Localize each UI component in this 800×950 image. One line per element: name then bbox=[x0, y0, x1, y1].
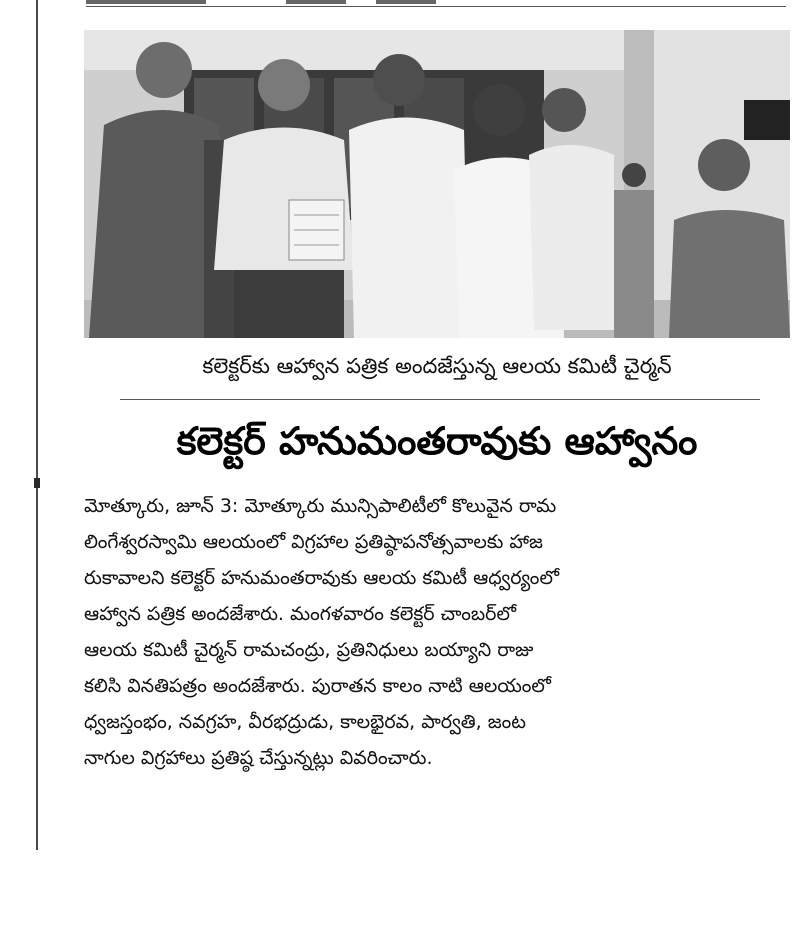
article-line: నాగుల విగ్రహాలు ప్రతిష్ఠ చేస్తున్నట్లు వివరించారు. bbox=[84, 747, 433, 769]
article-line: మోత్కూరు, జూన్ 3: మోత్కూరు మున్సిపాలిటీలో కొలువైన రామ bbox=[84, 495, 557, 517]
news-photo-icon bbox=[84, 30, 790, 338]
article-line: కలిసి వినతిపత్రం అందజేశారు. పురాతన కాలం నాటి ఆలయంలో bbox=[84, 675, 551, 697]
caption-divider bbox=[120, 399, 760, 400]
article-body bbox=[84, 488, 790, 776]
previous-article-edge bbox=[86, 0, 786, 7]
news-photo bbox=[84, 30, 790, 338]
article-line: ఆలయ కమిటీ చైర్మన్ రామచంద్రు, ప్రతినిధులు బయ్యాని రాజు bbox=[84, 639, 534, 661]
column-divider-mark bbox=[34, 478, 40, 488]
article-line: ధ్వజస్తంభం, నవగ్రహ, వీరభద్రుడు, కాలభైరవ, పార్వతి, జంట bbox=[84, 711, 526, 733]
photo-caption: కలెక్టర్‌కు ఆహ్వాన పత్రిక అందజేస్తున్న ఆలయ కమిటీ చైర్మన్ bbox=[202, 354, 672, 378]
article-line: రుకావాలని కలెక్టర్ హనుమంతరావుకు ఆలయ కమిటీ ఆధ్వర్యంలో bbox=[84, 567, 559, 589]
article-line: లింగేశ్వరస్వామి ఆలయంలో విగ్రహాల ప్రతిష్ఠాపనోత్సవాలకు హాజ bbox=[84, 531, 543, 553]
article-headline: కలెక్టర్ హనుమంతరావుకు ఆహ్వానం bbox=[176, 419, 698, 463]
column-divider bbox=[36, 0, 38, 850]
article-line: ఆహ్వాన పత్రిక అందజేశారు. మంగళవారం కలెక్టర్ చాంబర్‌లో bbox=[84, 603, 516, 625]
